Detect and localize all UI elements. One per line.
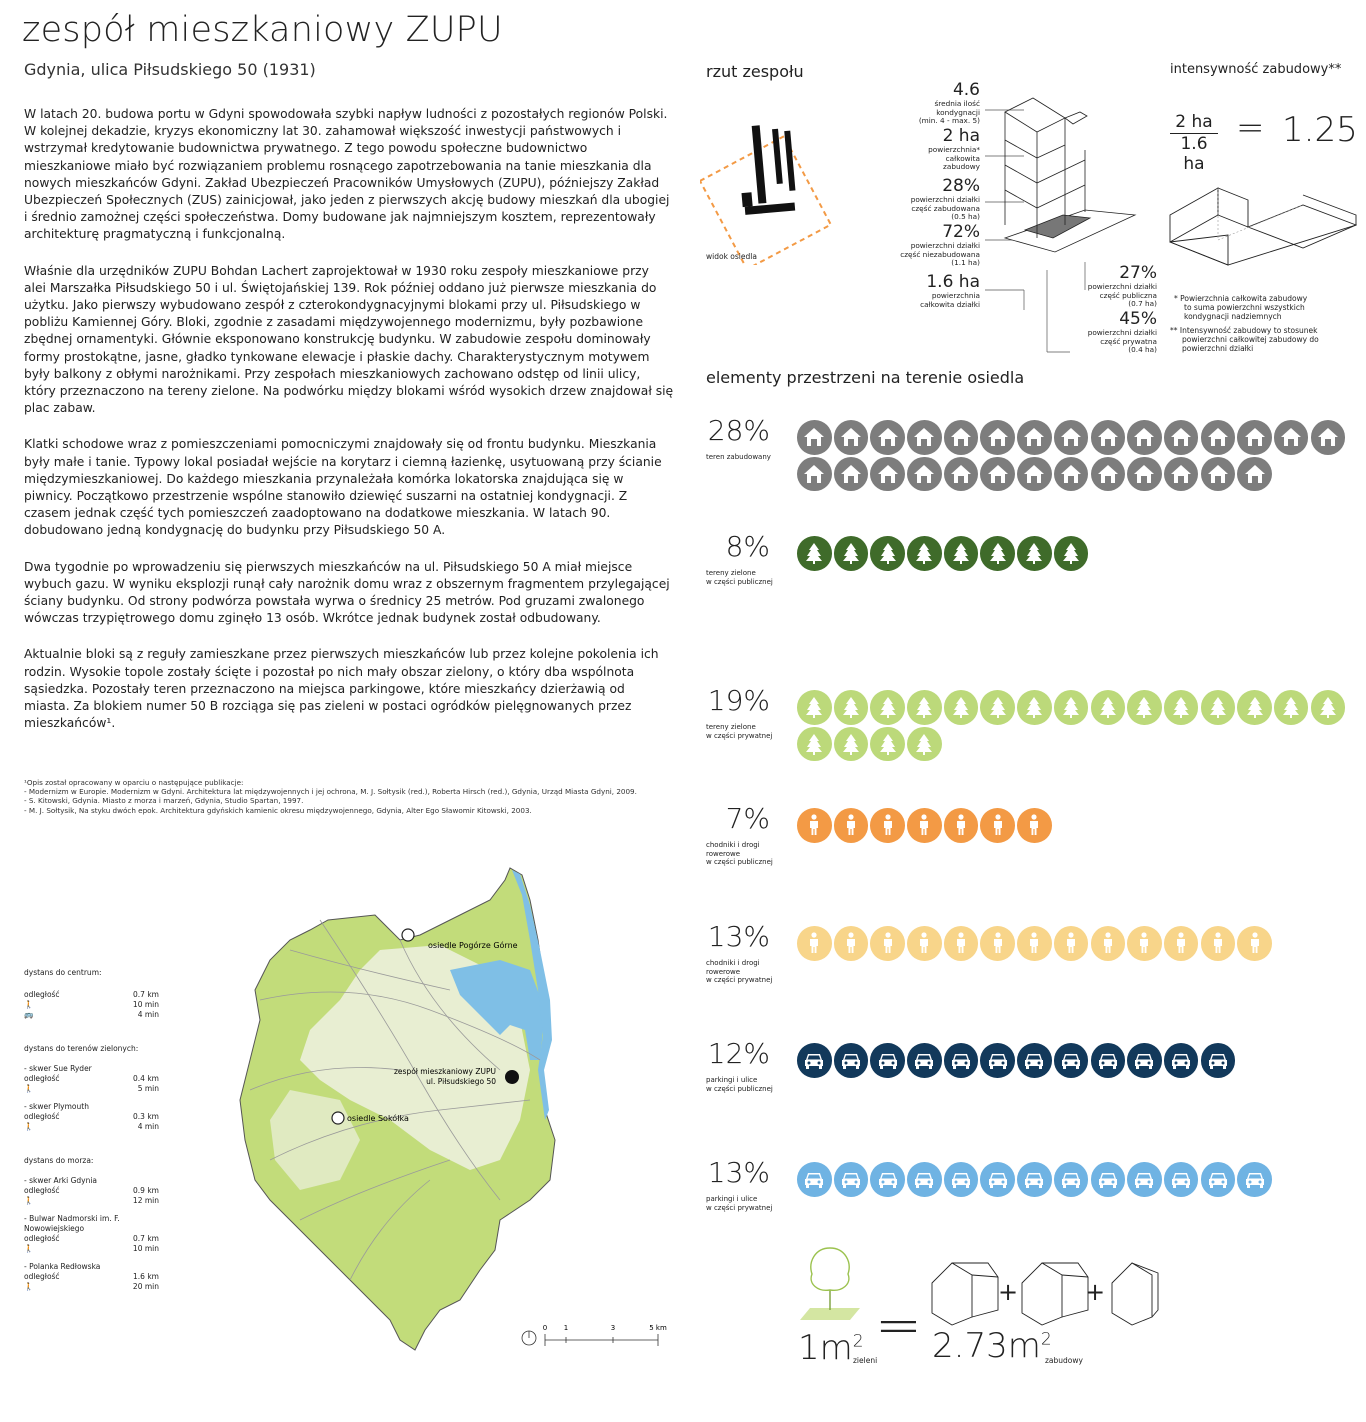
- intensity-equals: =: [1236, 108, 1265, 148]
- paragraph: Dwa tygodnie po wprowadzeniu się pierwszych mieszkańców na ul. Piłsudskiego 50 A miał miejsce wybuch gazu. W wyniku eksplozji runął cały narożnik domu wraz z obszernym fragmentem przylegającej ściany budynku. Od strony podwórza powstała wyrwa o średnicy 25 metrów. Pod gruzami zwalonego wówczas trzypiętrowego domu zginęło 13 osób. Wkrótce jednak budynek został odbudowany.: [24, 559, 670, 626]
- sokolka-label: osiedle Sokółka: [347, 1114, 409, 1123]
- person-icon: [834, 808, 869, 843]
- element-label: parkingi i ulice w części prywatnej: [706, 1195, 773, 1212]
- site-plan: [700, 105, 840, 265]
- pictogram-row: [797, 536, 1357, 571]
- view-label: widok osiedla: [706, 252, 757, 261]
- green-place: - skwer Sue Ryder odległość 0.4 km 🚶 5 min: [24, 1064, 159, 1093]
- car-icon: [870, 1043, 905, 1078]
- person-icon: [870, 926, 905, 961]
- city-map: [200, 860, 670, 1370]
- tree-icon: [1091, 690, 1126, 725]
- person-icon: [1237, 926, 1272, 961]
- car-icon: [834, 1162, 869, 1197]
- footnote: - M. J. Sołtysik, Na styku dwóch epok. Architektura gdyńskich kamienic okresu międzywojennego, Gdynia, Alter Ego Sławomir Kitowski, 2003.: [24, 805, 532, 815]
- element-percentage: 13%: [707, 1156, 770, 1189]
- tree-icon: [1017, 536, 1052, 571]
- car-icon: [1201, 1162, 1236, 1197]
- intensity-fraction: 2 ha 1.6 ha: [1170, 112, 1218, 174]
- distance-legend: dystans do centrum: odległość 0.7 km 🚶 10 min 🚌 4 min dystans do terenów zielonych: - skwer Sue Ryder odległość 0.4 km 🚶 5 min - skwer Plymouth odległość 0.3 km 🚶 4 min dystans do morza: - skwer Arki Gdynia odległość 0.9 km 🚶 12 min - Bulwar Nadmorski im. F. Nowowiejskiego odległość 0.7 km 🚶 10 min - Polanka Redłowska odległość 1.6 km 🚶 20 min: [24, 968, 159, 1291]
- element-label: tereny zielone w części publicznej: [706, 569, 773, 586]
- buildings: [736, 123, 797, 215]
- house-volume-icon: [932, 1263, 998, 1325]
- tree-icon: [797, 536, 832, 571]
- house-icon: [1274, 420, 1309, 455]
- house-icon: [1054, 457, 1089, 492]
- walk-icon: 🚶: [24, 1122, 34, 1131]
- distance-row: odległość 0.7 km: [24, 990, 159, 999]
- tree-icon: [1054, 690, 1089, 725]
- tree-icon: [907, 690, 942, 725]
- house-icon: [944, 457, 979, 492]
- person-icon: [944, 808, 979, 843]
- car-icon: [1091, 1162, 1126, 1197]
- tree-icon: [834, 536, 869, 571]
- tree-icon: [1164, 690, 1199, 725]
- paragraph: Właśnie dla urzędników ZUPU Bohdan Lachert zaprojektował w 1930 roku zespoły mieszkaniowe przy alei Marszałka Piłsudskiego 50 i ul. Świętojańskiej 139. Rok później oddano już pierwsze mieszkania do użytku. Jako pierwszy wybudowano zespół z czterokondygnacyjnymi blokami przy ul. Piłsudskiego w pobliżu Kamiennej Góry. Bloki, zgodnie z zasadami międzywojennego modernizmu, były pozbawione zbędnej ornamentyki. Głównie eksponowano konstrukcję budynku. W zabudowie zespołu dominowały formy prostokątne, jasne, gładko tynkowane elewacje i płaskie dachy. Charakterystycznym motywem były balkony z obłymi narożnikami. Przy zespołach mieszkaniowych zachowano odstęp od linii ulicy, który przeznaczono na tereny zielone. Na podwórku między blokami wśród wysokich drzew znajdował się plac zabaw.: [24, 263, 674, 416]
- house-icon: [1017, 420, 1052, 455]
- tree-icon: [980, 690, 1015, 725]
- walk-icon: 🚶: [24, 1196, 34, 1205]
- house-icon: [907, 457, 942, 492]
- green-distance-title: dystans do terenów zielonych:: [24, 1044, 139, 1053]
- house-icon: [1201, 457, 1236, 492]
- paragraph: Klatki schodowe wraz z pomieszczeniami pomocniczymi znajdowały się od frontu budynku. Mieszkania były małe i tanie. Typowy lokal posiadał wejście na korytarz i ciemną łazienkę, usytuowaną przy ścianie międzymieszkaniowej. Do każdego mieszkania przynależała komórka lokatorska znajdująca się w piwnicy. Początkowo przestrzenie wspólne stanowiło dziewięć suszarni na ostatniej kondygnacji. Z czasem jednak część tych pomieszczeń zaadoptowano na dodatkowe mieszkania. W latach 90. dobudowano jedną kondygnację do budynku przy Piłsudskiego 50 A.: [24, 437, 662, 538]
- car-icon: [944, 1162, 979, 1197]
- car-icon: [944, 1043, 979, 1078]
- pogorze-label: osiedle Pogórze Górne: [428, 941, 518, 950]
- pogorze-marker: [402, 929, 414, 941]
- scale-bar: [522, 1324, 667, 1346]
- house-icon: [870, 420, 905, 455]
- svg-text:0: 0: [542, 1324, 548, 1332]
- person-icon: [980, 926, 1015, 961]
- element-label: teren zabudowany: [706, 453, 771, 461]
- person-icon: [980, 808, 1015, 843]
- element-percentage: 19%: [707, 684, 770, 717]
- page-subtitle: Gdynia, ulica Piłsudskiego 50 (1931): [24, 60, 316, 79]
- person-icon: [944, 926, 979, 961]
- element-percentage: 13%: [707, 920, 770, 953]
- sea-place: - skwer Arki Gdynia odległość 0.9 km 🚶 12 min: [24, 1176, 159, 1205]
- green-place: - skwer Plymouth odległość 0.3 km 🚶 4 min: [24, 1102, 159, 1131]
- distance-row: 🚶 10 min: [24, 1000, 159, 1009]
- stat-plot: 1.6 ha powierzchnia całkowita działki: [920, 272, 980, 309]
- tree-icon: [1127, 690, 1162, 725]
- walk-icon: 🚶: [24, 1000, 34, 1009]
- house-icon: [907, 420, 942, 455]
- element-label: chodniki i drogi rowerowe w części publicznej: [706, 841, 773, 866]
- tree-icon: [907, 727, 942, 762]
- site-label: ul. Piłsudskiego 50: [426, 1077, 496, 1086]
- house-icon: [1091, 457, 1126, 492]
- plus-sign: +: [998, 1278, 1019, 1306]
- car-icon: [907, 1162, 942, 1197]
- stat-floors: 4.6 średnia ilość kondygnacji (min. 4 - max. 5): [918, 80, 980, 126]
- note-intensity: ** Intensywność zabudowy to stosunek powierzchni całkowitej zabudowy do powierzchni działki: [1170, 326, 1319, 353]
- stat-total-area: 2 ha powierzchnia* całkowita zabudowy: [928, 126, 980, 172]
- car-icon: [1164, 1043, 1199, 1078]
- element-percentage: 28%: [707, 414, 770, 447]
- pictogram-row: [797, 808, 1357, 843]
- paragraph: Aktualnie bloki są z reguły zamieszkane przez pierwszych mieszkańców lub przez kolejne pokolenia ich rodzin. Wysokie topole zostały ścięte i pozostał po nich mały obszar zielony, o który dba wspólnota sąsiedzka. Pozostały teren przeznaczono na miejsca parkingowe, które mieszkańcy dzierżawią od miasta. Za blokiem numer 50 B rozciąga się pas zieleni w postaci ogródków pielęgnowanych przez mieszkańców¹.: [24, 647, 659, 731]
- walk-icon: 🚶: [24, 1282, 34, 1291]
- ratio-green-unit: zieleni: [853, 1356, 878, 1365]
- tree-icon: [1311, 690, 1346, 725]
- center-distance-title: dystans do centrum:: [24, 968, 102, 977]
- tree-icon: [1274, 690, 1309, 725]
- ratio-equals: =: [875, 1293, 922, 1358]
- person-icon: [870, 808, 905, 843]
- house-icon: [797, 457, 832, 492]
- stat-built-pct: 28% powierzchni działki część zabudowana (0.5 ha): [910, 176, 980, 222]
- house-icon: [1164, 457, 1199, 492]
- paragraph: W latach 20. budowa portu w Gdyni spowodowała szybki napływ ludności z pozostałych regionów Polski. W kolejnej dekadzie, kryzys ekonomiczny lat 30. zahamował większość inwestycji państwowych i wstrzymał kredytowanie budownictwa prywatnego. Z tego powodu społeczne budownictwo mieszkaniowe miało być rozwiązaniem problemu rosnącego zapotrzebowania na tanie mieszkania dla nowych mieszkańców Gdyni. Zakład Ubezpieczeń Pracowników Umysłowych (ZUPU), późniejszy Zakład Ubezpieczeń Społecznych (ZUS) zainicjował, jako jeden z pierwszych akcję budowy mieszkań dla ubogiej i średnio zamożnej części społeczeństwa. Domy budowane jak najmniejszym kosztem, reprezentowały architekturę pragmatyczną i funkcjonalną.: [24, 107, 670, 242]
- tree-icon: [1201, 690, 1236, 725]
- stat-unbuilt-pct: 72% powierzchni działki część niezabudowana (1.1 ha): [900, 222, 980, 268]
- house-icon: [944, 420, 979, 455]
- tram-icon: 🚌: [24, 1010, 34, 1019]
- car-icon: [980, 1162, 1015, 1197]
- tree-outline-icon: [790, 1240, 870, 1330]
- car-icon: [797, 1043, 832, 1078]
- pictogram-row: [797, 690, 1357, 761]
- intensity-title: intensywność zabudowy**: [1170, 62, 1342, 77]
- body-text: [24, 106, 674, 752]
- house-icon: [1091, 420, 1126, 455]
- person-icon: [797, 926, 832, 961]
- house-icon: [1201, 420, 1236, 455]
- element-percentage: 12%: [707, 1037, 770, 1070]
- car-icon: [1127, 1043, 1162, 1078]
- volume-diagram: [905, 90, 1165, 360]
- house-volume-icon: [1112, 1263, 1158, 1325]
- svg-text:3: 3: [610, 1324, 616, 1332]
- ratio-built-value: $2.73m^2$: [932, 1326, 1052, 1366]
- person-icon: [1054, 926, 1089, 961]
- svg-text:5 km: 5 km: [649, 1324, 667, 1332]
- plan-title: rzut zespołu: [706, 62, 804, 81]
- footnote: - S. Kitowski, Gdynia. Miasto z morza i marzeń, Gdynia, Studio Spartan, 1997.: [24, 796, 304, 806]
- pictogram-row: [797, 1162, 1357, 1197]
- person-icon: [1017, 926, 1052, 961]
- car-icon: [1127, 1162, 1162, 1197]
- car-icon: [1091, 1043, 1126, 1078]
- car-icon: [834, 1043, 869, 1078]
- sea-distance-title: dystans do morza:: [24, 1156, 94, 1165]
- house-icon: [1127, 457, 1162, 492]
- note-total-area: * Powierzchnia całkowita zabudowy to suma powierzchni wszystkich kondygnacji nadziemnych: [1174, 294, 1308, 321]
- person-icon: [1164, 926, 1199, 961]
- tree-icon: [1017, 690, 1052, 725]
- svg-text:1: 1: [563, 1324, 569, 1332]
- house-volume-icon: [1022, 1263, 1088, 1325]
- tree-icon: [1054, 536, 1089, 571]
- person-icon: [1127, 926, 1162, 961]
- ratio-built-unit: zabudowy: [1045, 1356, 1083, 1365]
- element-label: tereny zielone w części prywatnej: [706, 723, 773, 740]
- tree-icon: [797, 727, 832, 762]
- elements-title: elementy przestrzeni na terenie osiedla: [706, 368, 1025, 387]
- house-icon: [1017, 457, 1052, 492]
- element-percentage: 8%: [725, 530, 770, 563]
- stat-public-pct: 27% powierzchni działki część publiczna (0.7 ha): [1087, 263, 1157, 309]
- house-icon: [1237, 420, 1272, 455]
- tree-icon: [870, 690, 905, 725]
- house-volumes: [930, 1255, 1165, 1330]
- house-icon: [1237, 457, 1272, 492]
- tree-icon: [834, 727, 869, 762]
- house-icon: [1127, 420, 1162, 455]
- car-icon: [870, 1162, 905, 1197]
- element-label: parkingi i ulice w części publicznej: [706, 1076, 773, 1093]
- car-icon: [797, 1162, 832, 1197]
- house-icon: [980, 457, 1015, 492]
- person-icon: [1017, 808, 1052, 843]
- intensity-result: 1.25: [1282, 110, 1358, 150]
- car-icon: [1017, 1043, 1052, 1078]
- car-icon: [1164, 1162, 1199, 1197]
- walk-icon: 🚶: [24, 1244, 34, 1253]
- car-icon: [980, 1043, 1015, 1078]
- tree-icon: [944, 536, 979, 571]
- tree-icon: [944, 690, 979, 725]
- pictogram-row: [797, 926, 1357, 961]
- house-icon: [1311, 420, 1346, 455]
- tree-icon: [870, 727, 905, 762]
- tree-icon: [1237, 690, 1272, 725]
- person-icon: [1091, 926, 1126, 961]
- element-label: chodniki i drogi rowerowe w części prywatnej: [706, 959, 773, 984]
- distance-row: 🚌 4 min: [24, 1010, 159, 1019]
- walk-icon: 🚶: [24, 1084, 34, 1093]
- intensity-diagram: [1168, 170, 1358, 270]
- house-icon: [870, 457, 905, 492]
- sea-place: - Bulwar Nadmorski im. F. Nowowiejskiego: [24, 1214, 120, 1233]
- element-percentage: 7%: [725, 802, 770, 835]
- sea-place: - Polanka Redłowska odległość 1.6 km 🚶 20 min: [24, 1262, 159, 1291]
- house-icon: [797, 420, 832, 455]
- house-icon: [834, 420, 869, 455]
- tree-icon: [907, 536, 942, 571]
- car-icon: [1054, 1162, 1089, 1197]
- tree-icon: [980, 536, 1015, 571]
- house-icon: [1054, 420, 1089, 455]
- person-icon: [797, 808, 832, 843]
- person-icon: [834, 926, 869, 961]
- house-icon: [1164, 420, 1199, 455]
- tree-icon: [834, 690, 869, 725]
- car-icon: [1054, 1043, 1089, 1078]
- tree-icon: [797, 690, 832, 725]
- person-icon: [907, 926, 942, 961]
- footnote: - Modernizm w Europie. Modernizm w Gdyni. Architektura lat międzywojennych i jej ochrona, M. J. Sołtysik (red.), Roberta Hirsch (red.), Gdynia, Urząd Miasta Gdyni, 2009.: [24, 787, 637, 797]
- car-icon: [1201, 1043, 1236, 1078]
- car-icon: [1017, 1162, 1052, 1197]
- pictogram-row: [797, 1043, 1357, 1078]
- house-icon: [980, 420, 1015, 455]
- plus-sign: +: [1085, 1278, 1106, 1306]
- footnote: ¹Opis został opracowany w oparciu o następujące publikacje:: [24, 778, 244, 787]
- page-title: zespół mieszkaniowy ZUPU: [22, 10, 503, 50]
- site-label: zespół mieszkaniowy ZUPU: [393, 1067, 496, 1076]
- stat-private-pct: 45% powierzchni działki część prywatna (0.4 ha): [1087, 309, 1157, 355]
- car-icon: [1237, 1162, 1272, 1197]
- ratio-green-value: $1m^2$: [798, 1328, 864, 1368]
- sokolka-marker: [332, 1112, 344, 1124]
- person-icon: [907, 808, 942, 843]
- footnotes: [24, 778, 674, 815]
- house-icon: [834, 457, 869, 492]
- car-icon: [907, 1043, 942, 1078]
- pictogram-row: [797, 420, 1357, 491]
- person-icon: [1201, 926, 1236, 961]
- tree-icon: [870, 536, 905, 571]
- site-marker: [505, 1070, 519, 1084]
